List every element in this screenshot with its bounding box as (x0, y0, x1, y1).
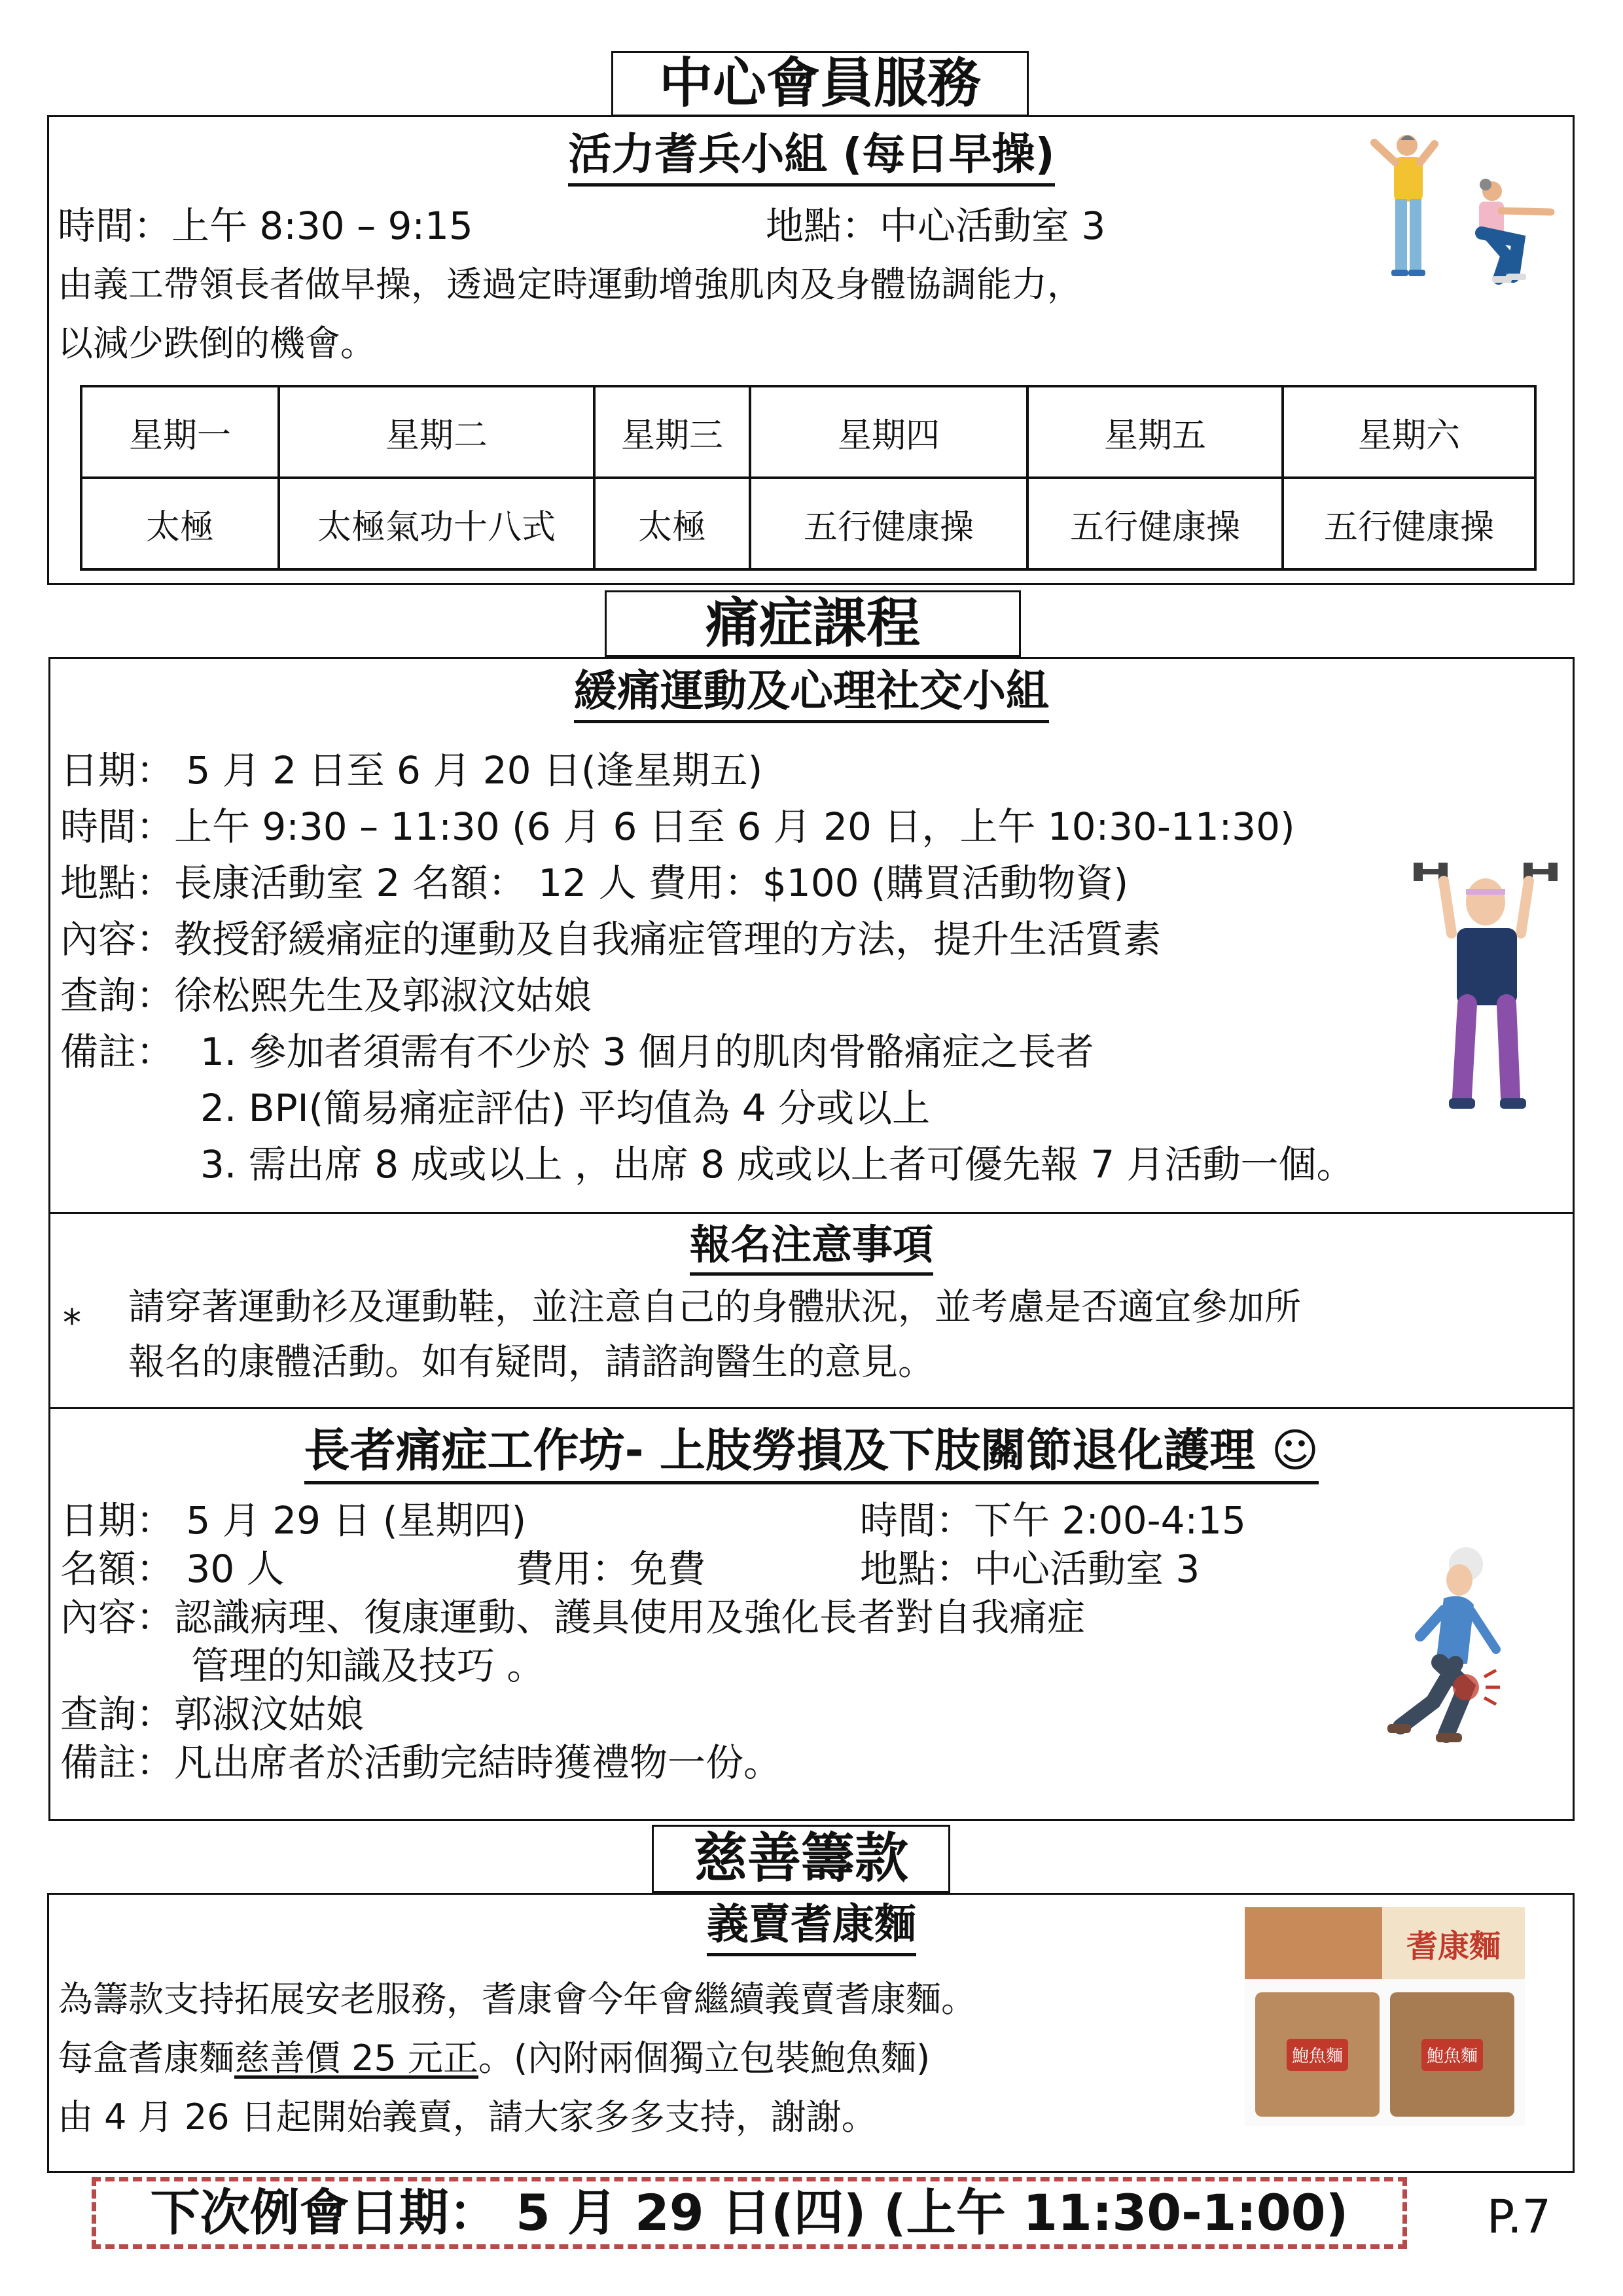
schedule-day: 星期一 (81, 386, 279, 478)
exercising-elders-illustration (1361, 131, 1558, 301)
section-title-member-services: 中心會員服務 (611, 51, 1029, 117)
exercise-desc-1: 由義工帶領長者做早操，透過定時運動增強肌肉及身體協調能力， (58, 264, 1082, 305)
noodle-pack (1390, 1992, 1514, 2117)
course-remark-item: 1. 參加者須需有不少於 3 個月的肌肉骨骼痛症之長者 (200, 1030, 1094, 1074)
knee-pain-elder-illustration (1374, 1538, 1525, 1754)
schedule-activity: 太極 (594, 478, 750, 569)
workshop-title: 長者痛症工作坊- 上肢勞損及下肢關節退化護理 ☺ (0, 1426, 1623, 1476)
charity-line-3: 由 4 月 26 日起開始義賣，請大家多多支持，謝謝。 (58, 2096, 877, 2138)
course-remarks-label: 備註： (60, 1030, 175, 1074)
notice-divider-bottom (48, 1407, 1575, 1409)
noodle-pack-label: 鮑魚麵 (1421, 2039, 1483, 2071)
schedule-day: 星期三 (594, 386, 750, 478)
elder-squatting-figure (1479, 179, 1551, 283)
schedule-activity: 五行健康操 (1027, 478, 1283, 569)
course-date: 日期： 5 月 2 日至 6 月 20 日(逢星期五) (60, 748, 763, 793)
schedule-activity: 太極 (81, 478, 279, 569)
course-remark-item: 2. BPI(簡易痛症評估) 平均值為 4 分或以上 (200, 1086, 931, 1130)
exercise-place: 地點：中心活動室 3 (766, 204, 1106, 248)
noodle-box-label-panel (1382, 1907, 1525, 1979)
course-content: 內容：教授舒緩痛症的運動及自我痛症管理的方法，提升生活質素 (60, 917, 1162, 961)
course-enquiry: 查詢：徐松熙先生及郭淑汶姑娘 (60, 973, 592, 1018)
noodle-box-photo (1245, 1907, 1525, 2126)
next-meeting-text: 下次例會日期： 5 月 29 日(四) (上午 11:30-1:00) (150, 2183, 1349, 2242)
schedule-activity: 太極氣功十八式 (279, 478, 594, 569)
section-title-charity: 慈善籌款 (652, 1825, 950, 1893)
charity-line-2-prefix: 每盒耆康麵 (58, 2037, 234, 2079)
weightlifting-elder-illustration (1411, 848, 1561, 1130)
schedule-day: 星期四 (750, 386, 1027, 478)
course-time: 時間：上午 9:30 – 11:30 (6 月 6 日至 6 月 20 日，上午 10:30-11:30) (60, 804, 1295, 849)
charity-line-2 (58, 2038, 930, 2079)
group-title-pain-relief: 緩痛運動及心理社交小組 (0, 668, 1623, 715)
workshop-content-1: 內容：認識病理、復康運動、護具使用及強化長者對自我痛症 (60, 1595, 1086, 1640)
group-title-exercise: 活力耆兵小組 (每日早操) (0, 131, 1623, 179)
next-meeting-banner (92, 2177, 1407, 2249)
notice-line-2: 報名的康體活動。如有疑問，請諮詢醫生的意見。 (128, 1341, 935, 1384)
schedule-activity: 五行健康操 (1283, 478, 1535, 569)
schedule-day: 星期二 (279, 386, 594, 478)
noodle-box-lid (1245, 1907, 1525, 1979)
workshop-fee: 費用：免費 (516, 1547, 706, 1591)
workshop-date: 日期： 5 月 29 日 (星期四) (60, 1498, 527, 1543)
exercise-schedule-table (80, 385, 1537, 571)
notice-line-1: 請穿著運動衫及運動鞋，並注意自己的身體狀況，並考慮是否適宜參加所 (128, 1286, 1301, 1329)
charity-line-1: 為籌款支持拓展安老服務，耆康會今年會繼續義賣耆康麵。 (58, 1979, 976, 2020)
notice-divider-top (48, 1212, 1575, 1214)
workshop-enquiry: 查詢：郭淑汶姑娘 (60, 1692, 365, 1736)
schedule-day: 星期六 (1283, 386, 1535, 478)
charity-price: 慈善價 25 元正 (234, 2037, 479, 2079)
course-remark-item: 3. 需出席 8 成或以上 ，出席 8 成或以上者可優先報 7 月活動一個。 (200, 1142, 1355, 1187)
schedule-day: 星期五 (1027, 386, 1283, 478)
schedule-activity-row (81, 478, 1535, 569)
notice-bullet-mark: * (63, 1302, 81, 1344)
exercise-desc-2: 以減少跌倒的機會。 (58, 323, 376, 364)
workshop-remarks: 備註：凡出席者於活動完結時獲禮物一份。 (60, 1740, 782, 1785)
workshop-quota: 名額： 30 人 (60, 1547, 285, 1591)
noodle-pack-label: 鮑魚麵 (1287, 2039, 1348, 2071)
noodle-box-label: 耆康麵 (1406, 1928, 1501, 1965)
section-title-pain-course: 痛症課程 (605, 590, 1021, 657)
workshop-content-2: 管理的知識及技巧 。 (191, 1643, 545, 1688)
schedule-activity: 五行健康操 (750, 478, 1027, 569)
workshop-place: 地點：中心活動室 3 (860, 1547, 1200, 1591)
page-number: P.7 (1487, 2190, 1552, 2244)
charity-subtitle: 義賣耆康麵 (0, 1902, 1623, 1948)
charity-line-2-suffix: 。(內附兩個獨立包裝鮑魚麵) (478, 2037, 931, 2079)
workshop-time: 時間：下午 2:00-4:15 (860, 1498, 1246, 1543)
schedule-day-row (81, 386, 1535, 478)
notice-title: 報名注意事項 (0, 1223, 1623, 1267)
elder-stretching-figure (1374, 135, 1435, 276)
course-place-quota-fee: 地點：長康活動室 2 名額： 12 人 費用：$100 (購買活動物資) (60, 861, 1129, 905)
exercise-time: 時間：上午 8:30 – 9:15 (58, 204, 473, 248)
noodle-pack (1255, 1992, 1380, 2117)
